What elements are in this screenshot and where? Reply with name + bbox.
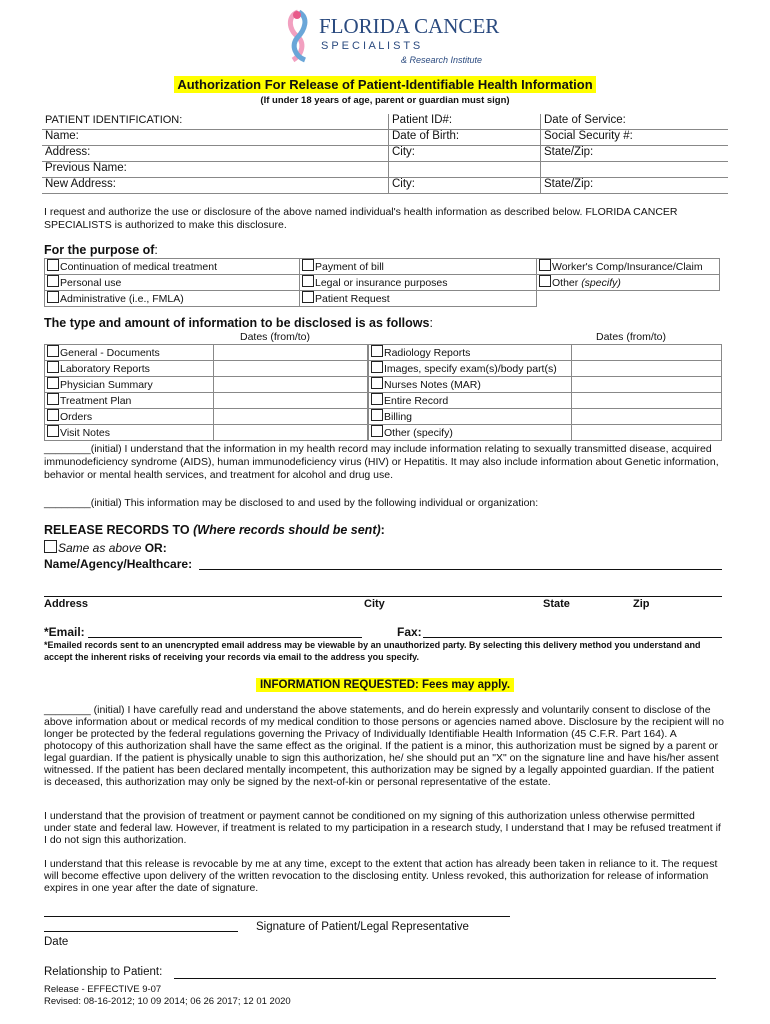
ribbon-logo-icon (283, 8, 313, 64)
fax-input[interactable] (423, 624, 722, 638)
form-title: Authorization For Release of Patient-Identifiable Health Information (174, 76, 595, 93)
purpose-workers-comp[interactable] (537, 259, 720, 275)
checkbox-icon[interactable] (539, 259, 551, 271)
disclose-item[interactable] (45, 409, 214, 425)
date-of-service-field[interactable]: Date of Service: (541, 114, 729, 130)
checkbox-icon[interactable] (47, 393, 59, 405)
fax-label: Fax: (397, 625, 422, 639)
disclose-label: Visit Notes (60, 427, 110, 439)
footer-revised: Revised: 08-16-2012; 10 09 2014; 06 26 2017; 12 01 2020 (44, 996, 291, 1007)
state-zip-field[interactable]: State/Zip: (541, 146, 729, 162)
purpose-colon: : (154, 243, 158, 257)
purpose-continuation[interactable] (45, 259, 300, 275)
checkbox-icon[interactable] (371, 425, 383, 437)
disclose-item[interactable] (369, 361, 572, 377)
or-label: OR: (141, 541, 167, 555)
release-heading-a: RELEASE RECORDS TO (44, 523, 194, 537)
intro-text: I request and authorize the use or disclosure of the above named individual's health information as described below. FLORIDA CANCER SPECIALISTS is authorized to make this disclosure. (44, 206, 678, 231)
checkbox-icon[interactable] (539, 275, 551, 287)
disclose-item[interactable] (45, 393, 214, 409)
disclose-item[interactable] (369, 425, 572, 441)
email-note: *Emailed records sent to an unencrypted email address may be viewable by an unauthorized party. By selecting this delivery method you understand and accept the inherent risks of receiving your records via email to the address you specify. (44, 640, 701, 662)
checkbox-icon[interactable] (371, 393, 383, 405)
checkbox-icon[interactable] (47, 275, 59, 287)
purpose-heading-text: For the purpose of (44, 243, 155, 257)
dates-label-right-text: Dates (from/to) (596, 331, 667, 343)
ssn-field[interactable]: Social Security #: (541, 130, 729, 146)
date-input[interactable] (44, 921, 238, 932)
company-logo (283, 6, 500, 68)
purpose-legal[interactable] (300, 275, 537, 291)
disclose-label: Entire Record (384, 395, 449, 407)
treatment-paragraph: I understand that the provision of treatment or payment cannot be conditioned on my signing of this authorization unless otherwise permitted under state and federal law. However, if treatment is related to my participation in a research study, I understand that I may be refused treatment if I do not sign this authorization. (44, 810, 721, 846)
dates-field[interactable] (214, 393, 368, 409)
city-field[interactable]: City: (389, 146, 541, 162)
disclose-table-left (44, 344, 368, 441)
state-label: State (543, 598, 570, 610)
checkbox-icon[interactable] (371, 361, 383, 373)
purpose-label: Patient Request (315, 293, 390, 305)
release-heading-c: : (380, 523, 385, 537)
disclose-item[interactable] (45, 425, 214, 441)
dates-label-left-text: Dates (from/to) (240, 331, 311, 343)
new-city-field[interactable]: City: (389, 178, 541, 194)
patient-identification-table (42, 114, 728, 194)
disclose-label: Radiology Reports (384, 347, 471, 359)
disclose-item[interactable] (369, 377, 572, 393)
patient-id-heading: PATIENT IDENTIFICATION: (42, 114, 389, 130)
relationship-label: Relationship to Patient: (44, 966, 163, 978)
checkbox-icon[interactable] (302, 291, 314, 303)
purpose-table (44, 258, 720, 307)
dates-field[interactable] (214, 361, 368, 377)
blank-cell (537, 291, 720, 307)
purpose-label: Worker's Comp/Insurance/Claim (552, 261, 703, 273)
checkbox-icon[interactable] (47, 425, 59, 437)
new-state-zip-field[interactable]: State/Zip: (541, 178, 729, 194)
purpose-payment[interactable] (300, 259, 537, 275)
blank-cell (541, 162, 729, 178)
dates-field[interactable] (572, 409, 722, 425)
form-subtitle: (If under 18 years of age, parent or guardian must sign) (260, 95, 510, 106)
disclose-label: Laboratory Reports (60, 363, 150, 375)
disclose-label: Billing (384, 411, 413, 423)
disclose-item[interactable] (45, 377, 214, 393)
dates-field[interactable] (572, 393, 722, 409)
purpose-specify: (specify) (581, 277, 621, 289)
purpose-label: Continuation of medical treatment (60, 261, 218, 273)
name-agency-label: Name/Agency/Healthcare: (44, 557, 193, 571)
signature-label: Signature of Patient/Legal Representative (256, 921, 469, 933)
name-agency-input[interactable] (199, 556, 722, 570)
disclose-label: Treatment Plan (60, 395, 132, 407)
revocation-paragraph: I understand that this release is revocable by me at any time, except to the extent that action has already been taken in reliance to it. The request will become effective upon delivery of the written revocation to the disclosing entity. Unless revoked, this authorization for release of information expires in one year after the date of signature. (44, 858, 718, 894)
relationship-input[interactable] (174, 965, 716, 979)
disclose-item[interactable] (45, 361, 214, 377)
checkbox-icon[interactable] (371, 409, 383, 421)
same-as-above-option[interactable] (44, 540, 167, 555)
dates-label-left (240, 331, 310, 343)
disclose-label: Nurses Notes (MAR) (384, 379, 481, 391)
city-label: City (364, 598, 385, 610)
purpose-label: Other (552, 277, 582, 289)
blank-cell (389, 162, 541, 178)
disclose-item[interactable] (369, 409, 572, 425)
address-label: Address (44, 598, 89, 610)
purpose-label: Administrative (i.e., FMLA) (60, 293, 184, 305)
signature-input[interactable] (44, 906, 510, 917)
checkbox-icon[interactable] (47, 291, 59, 303)
disclose-label: Images, specify exam(s)/body part(s) (384, 363, 557, 375)
purpose-label: Personal use (60, 277, 122, 289)
release-heading (44, 523, 385, 537)
checkbox-icon[interactable] (302, 275, 314, 287)
purpose-label: Legal or insurance purposes (315, 277, 448, 289)
checkbox-icon[interactable] (47, 259, 59, 271)
disclose-label: General - Documents (60, 347, 160, 359)
initial-sensitive-info-text: ________(initial) I understand that the information in my health record may include information relating to sexually transmitted disease, acquired immunodeficiency syndrome (AIDS), human immunodeficiency virus (HIV) or Hepatitis. It may also include information about Genetic information, behavior or mental health services, and treatment for alcohol and drug use. (44, 443, 719, 481)
previous-name-field[interactable]: Previous Name: (42, 162, 389, 178)
disclose-colon: : (429, 316, 433, 330)
email-input[interactable] (88, 624, 362, 638)
initial-disclosure-text: ________(initial) This information may be disclosed to and used by the following individual or organization: (44, 497, 539, 509)
same-as-above-label: Same as above (58, 541, 142, 555)
logo-line1: FLORIDA CANCER (319, 14, 500, 38)
email-label: *Email: (44, 625, 85, 639)
dates-field[interactable] (214, 409, 368, 425)
purpose-label: Payment of bill (315, 261, 384, 273)
disclose-item[interactable] (369, 345, 572, 361)
consent-paragraph: ________ (initial) I have carefully read and understand the above statements, and do herein expressly and voluntarily consent to disclose of the above information about or medical records of my medical condition to those persons or agencies named above. Disclosure by the recipient will no longer be protected by the federal regulations governing the Privacy of Individually Identifiable Health Information (45 C.F.R. Part 164). A photocopy of this authorization shall have the same effect as the original. If the patient is a minor, this authorization must be signed by a parent or legal guardian. If the patient is physically unable to sign this authorization, he/ she should put an "X" on the signature line and have his/her assent witnessed. If the patient has been declared mentally incompetent, this authorization may be signed by a legally appointed guardian. If the patient is deceased, this authorization may only be signed by the next-of-kin or personal representative of the estate. (44, 704, 724, 788)
footer-effective: Release - EFFECTIVE 9-07 (44, 984, 162, 995)
checkbox-icon[interactable] (371, 377, 383, 389)
purpose-patient-request[interactable] (300, 291, 537, 307)
purpose-other[interactable] (537, 275, 720, 291)
release-heading-b: (Where records should be sent) (193, 523, 381, 537)
purpose-personal[interactable] (45, 275, 300, 291)
purpose-administrative[interactable] (45, 291, 300, 307)
address-input[interactable] (44, 584, 722, 597)
info-requested-banner: INFORMATION REQUESTED: Fees may apply. (256, 678, 514, 692)
patient-id-number-field[interactable]: Patient ID#: (389, 114, 541, 130)
disclose-heading-text: The type and amount of information to be disclosed is as follows (44, 316, 430, 330)
disclose-label: Physician Summary (60, 379, 153, 391)
checkbox-icon[interactable] (47, 377, 59, 389)
disclose-item[interactable] (369, 393, 572, 409)
dates-field[interactable] (572, 345, 722, 361)
dates-field[interactable] (214, 425, 368, 441)
disclose-label: Other (specify) (384, 427, 453, 439)
disclose-heading (44, 316, 433, 330)
checkbox-icon[interactable] (47, 409, 59, 421)
checkbox-icon[interactable] (302, 259, 314, 271)
date-label: Date (44, 936, 69, 948)
zip-label: Zip (633, 598, 650, 610)
name-field[interactable]: Name: (42, 130, 389, 146)
address-field[interactable]: Address: (42, 146, 389, 162)
dates-field[interactable] (214, 377, 368, 393)
dates-field[interactable] (572, 361, 722, 377)
dates-field[interactable] (214, 345, 368, 361)
disclose-label: Orders (60, 411, 93, 423)
checkbox-icon[interactable] (47, 361, 59, 373)
dates-field[interactable] (572, 425, 722, 441)
dates-field[interactable] (572, 377, 722, 393)
new-address-field[interactable]: New Address: (42, 178, 389, 194)
dob-field[interactable]: Date of Birth: (389, 130, 541, 146)
dates-label-right (596, 331, 666, 343)
disclose-item[interactable] (45, 345, 214, 361)
checkbox-icon[interactable] (47, 345, 59, 357)
purpose-heading (44, 243, 158, 257)
logo-line2: S P E C I A L I S T S (321, 40, 421, 52)
logo-line3: & Research Institute (401, 55, 483, 65)
disclose-table-right (368, 344, 722, 441)
checkbox-icon[interactable] (44, 540, 57, 553)
checkbox-icon[interactable] (371, 345, 383, 357)
